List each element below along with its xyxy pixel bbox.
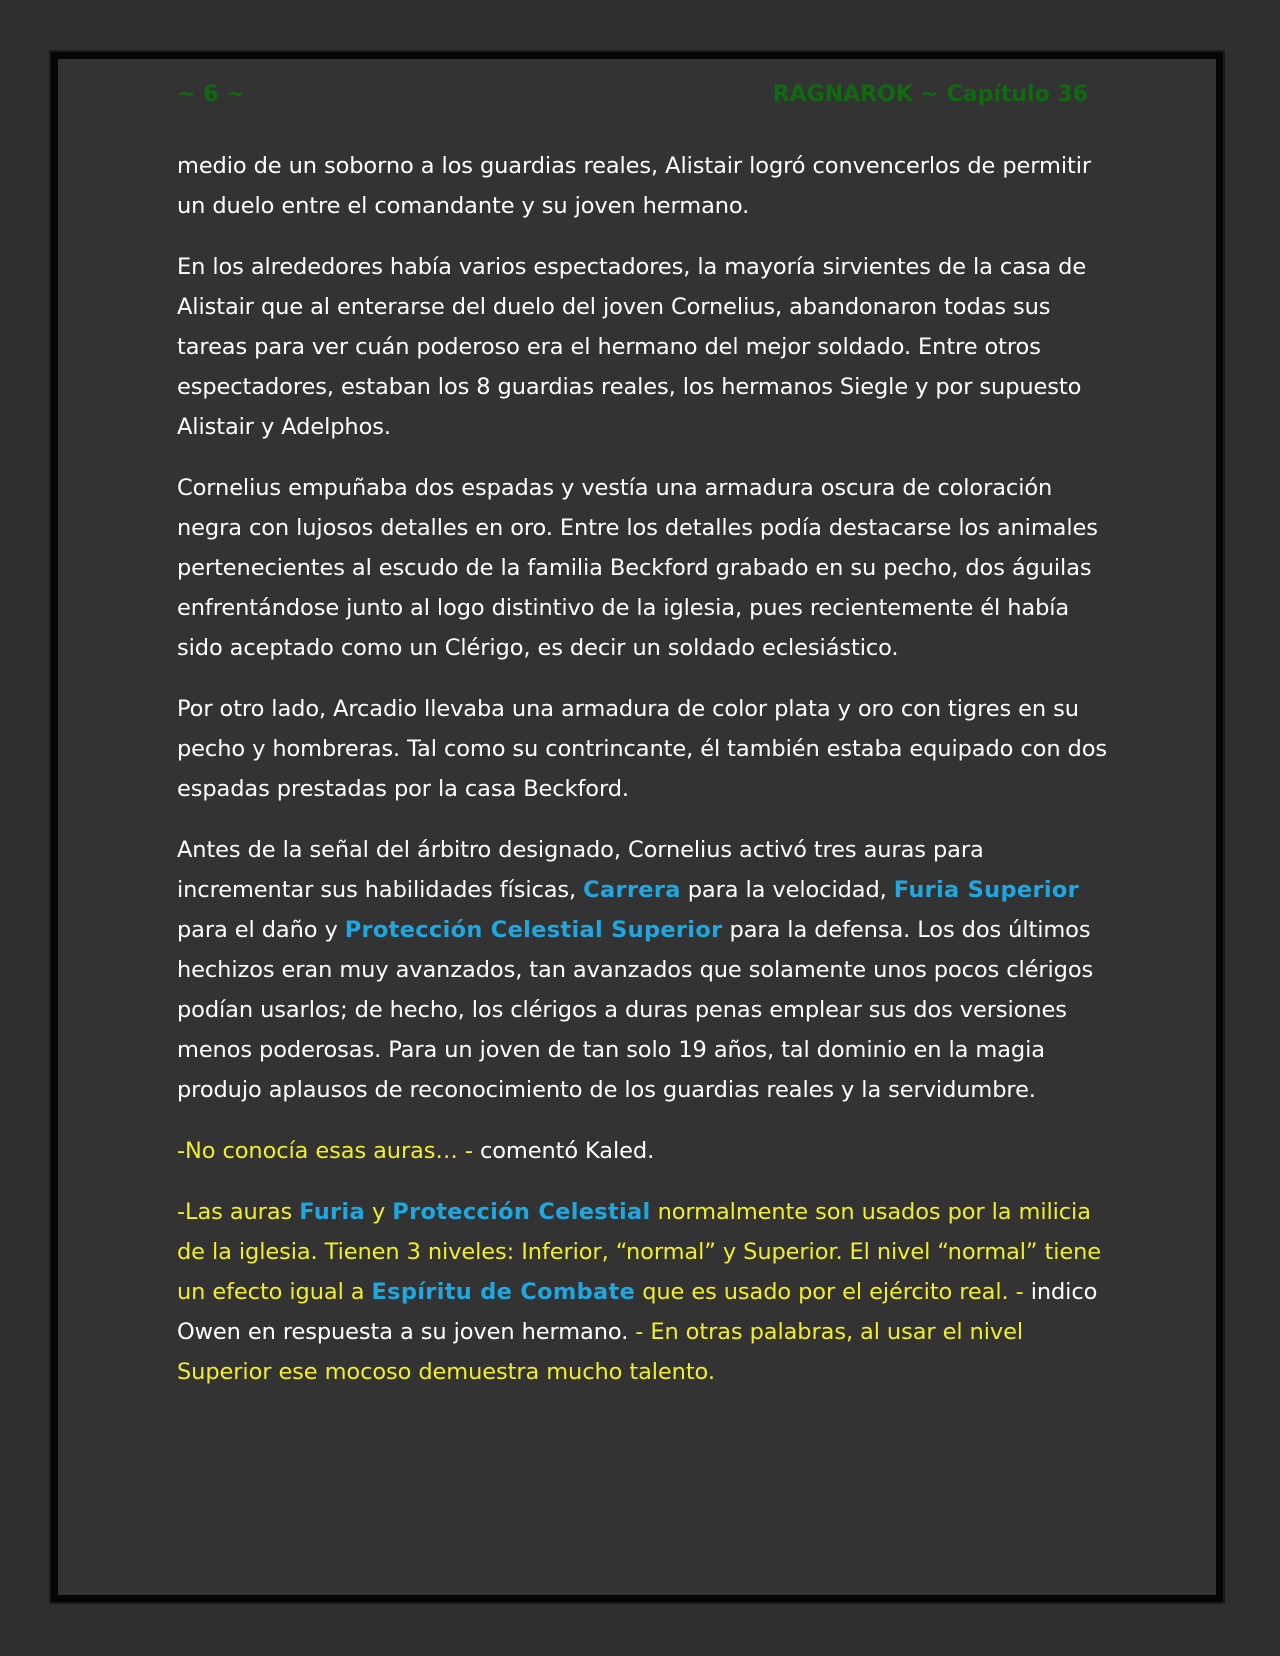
- paragraph-6: [177, 1131, 1117, 1171]
- dialogue-text: que es usado por el ejército real. -: [635, 1279, 1031, 1305]
- aura-name: Espíritu de Combate: [371, 1279, 636, 1305]
- paragraph-7: [177, 1192, 1117, 1392]
- aura-name: Protección Celestial: [392, 1199, 651, 1225]
- page-header: [177, 78, 1088, 110]
- paragraph-3: Cornelius empuñaba dos espadas y vestía una armadura oscura de coloración negra con lujosos detalles en oro. Entre los detalles podía destacarse los animales pertenecientes al escudo de la familia Beckford grabado en su pecho, dos águilas enfrentándose junto al logo distintivo de la iglesia, pues recientemente él había sido aceptado como un Clérigo, es decir un soldado eclesiástico.: [177, 475, 1098, 661]
- dialogue-text: -No conocía esas auras… -: [177, 1138, 480, 1164]
- narration-text: para el daño y: [177, 917, 345, 943]
- chapter-body: [177, 146, 1117, 1413]
- dialogue-text: normalmente son usados por la milicia de la iglesia. Tienen 3 niveles: Inferior, “normal” y Superior. El nivel “normal” tiene un efecto igual a: [177, 1199, 1102, 1305]
- dialogue-text: y: [364, 1199, 393, 1225]
- dialogue-text: - En otras palabras, al usar el nivel Superior ese mocoso demuestra mucho talento.: [177, 1319, 1023, 1385]
- paragraph-2: En los alrededores había varios espectadores, la mayoría sirvientes de la casa de Alistair que al enterarse del duelo del joven Cornelius, abandonaron todas sus tareas para ver cuán poderoso era el hermano del mejor soldado. Entre otros espectadores, estaban los 8 guardias reales, los hermanos Siegle y por supuesto Alistair y Adelphos.: [177, 254, 1087, 440]
- narration-text: para la velocidad,: [680, 877, 894, 903]
- paragraph-5: [177, 830, 1117, 1110]
- aura-name: Protección Celestial Superior: [344, 917, 723, 943]
- narration-text: Antes de la señal del árbitro designado, Cornelius activó tres auras para incrementar sus habilidades físicas,: [177, 837, 984, 903]
- narration-text: para la defensa. Los dos últimos hechizos eran muy avanzados, tan avanzados que solamente unos pocos clérigos podían usarlos; de hecho, los clérigos a duras penas emplear sus dos versiones menos poderosas. Para un joven de tan solo 19 años, tal dominio en la magia produjo aplausos de reconocimiento de los guardias reales y la servidumbre.: [177, 917, 1094, 1103]
- aura-name: Furia Superior: [893, 877, 1080, 903]
- aura-name: Carrera: [583, 877, 681, 903]
- dialogue-text: -Las auras: [177, 1199, 300, 1225]
- page-number: ~ 6 ~: [177, 81, 245, 107]
- chapter-title: RAGNAROK ~ Capítulo 36: [772, 81, 1088, 107]
- narration-text: comentó Kaled.: [479, 1138, 655, 1164]
- aura-name: Furia: [299, 1199, 365, 1225]
- paragraph-1: medio de un soborno a los guardias reales, Alistair logró convencerlos de permitir un duelo entre el comandante y su joven hermano.: [177, 153, 1092, 219]
- paragraph-4: Por otro lado, Arcadio llevaba una armadura de color plata y oro con tigres en su pecho y hombreras. Tal como su contrincante, él también estaba equipado con dos espadas prestadas por la casa Beckford.: [177, 696, 1108, 802]
- narration-text: indico Owen en respuesta a su joven hermano.: [177, 1279, 1098, 1345]
